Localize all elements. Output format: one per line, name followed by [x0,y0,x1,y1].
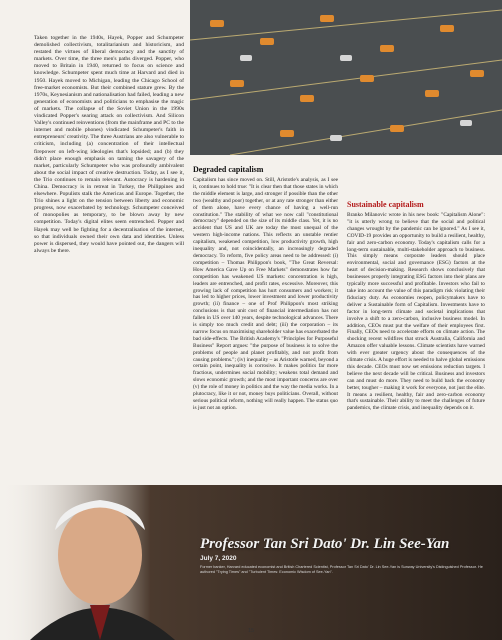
traffic-illustration [190,0,502,155]
sustainable-capitalism-heading: Sustainable capitalism [347,200,424,209]
degraded-capitalism-heading: Degraded capitalism [193,165,264,174]
sustainable-capitalism-body: Branko Milanovic wrote in his new book: "Capitalism Alone": "it is utterly wrong to believe that the social and political changes wrought by the pandemic can be ignored." As I see it, COVID-19 provides an opportunity to build a resilient, healthy, fair and zero-carbon economy. Today's capitalism calls for a long-term sustainable, multi-stakeholder approach to business. This simply means corporate leaders should place environmental, social and governance (ESG) factors at the heart of decision-making. Research shows conclusively that businesses properly integrating ESG factors into their plans are typically more successful and profitable. Investors who fail to take into account the value of this paradigm risk violating their fiduciary duty. As economies reopen, policymakers have to deliver a Sustainable form of Capitalism. Investments have to factor in long-term climate and societal implications that involve a shift to a zero-carbon, inclusive business model. In addition, CEOs must put the welfare of their employees first. Finally, CEOs need to accelerate efforts on climate action. The shocking recent wildfires that struck Australia, California and Amazon offer valuable lessons. Climate scientists have warned with ever greater urgency about the consequences of the climate crisis. A huge effort is needed to halve global emissions this decade. CEOs must now set emissions reduction targets. I believe the next decade will be critical. Business and investors can and must do more. They need to build back the economy better, tougher – making it work for everyone, not just the elite. It means a resilient, healthy, fair and zero-carbon economy that's sustainable. Their ability to meet the challenges of future pandemics, the climate crisis, and inequality depends on it. [347,212,485,412]
degraded-capitalism-section [193,165,338,412]
author-caption [200,536,490,575]
page-number: 15 [247,628,255,634]
column-one-text: Taken together in the 1940s, Hayek, Popper and Schumpeter demolished collectivism, totalitarianism and historicism, and restated the virtues of liberal democracy and the sanctity of markets. Over time, the three men's paths diverged. Popper, who moved to Britain in 1940, returned to focus on science and knowledge. Schumpeter spent much time at Harvard and died in 1950. Hayek moved to Michigan, leading the Chicago School of free-market economists. But their combined stature grew. By the 1970s, Keynesianism and nationalisation had failed, leading a new generation of economists and politicians to emphasise the magic of markets. The collapse of the Soviet Union in the 1990s vindicated Popper's searing attack on collectivism. And Silicon Valley's continued reinventions (from the mainframe and PC to the internet and mobile phones) vindicated Schumpeter's faith in entrepreneurs' creativity. The three Austrians are also vulnerable to criticism, including (a) concentration of their intellectual firepower on left-wing ideologies that's lopsided; and (b) they didn't place enough emphasis on taming the savagery of the market, particularly Schumpeter who was profoundly ambivalent about the social impact of creative destruction. Today, as I see it, the Trio continues to remain relevant. Autocracy is hardening in China. Democracy is in retreat in Turkey, the Philippines and elsewhere. Populists stalk the Americas and Europe. Together, the Trio shines a light on the tension between liberty and economic progress, now exacerbated by technology. Schumpeter conceived of monopolies as temporary, to be blown away by new competition. Today's digital elites seem entrenched. Popper and Hayek may well be fighting for a decentralisation of the internet, so that individuals owned their own data and identities. Unless power is dispersed, they would have pointed out, the dangers will always be there. [34,35,184,254]
article-date: July 7, 2020 [200,555,237,562]
cars-traffic-image [190,0,502,155]
sustainable-capitalism-section [347,200,485,412]
degraded-capitalism-body: Capitalism has since moved on. Still, Aristotle's analysis, as I see it, continues to hold true: "It is clear then that those states in which the middle element is large, and stronger if possible than the other two (wealthy and poor) together, or at any rate stronger than either of them alone, have every chance of having a well-run constitution." The stability of what we now call "constitutional democracy" depended on the size of its middle class. Yet, it is no accident that US and UK are today the most unequal of the western high-income nations. This reflects an unstable rentier capitalism, weakened competition, low productivity growth, high inequality and, not coincidentally, an increasingly degraded democracy. To reform, five policy areas need to be addressed: (i) competition – Thomas Philippon's book, "The Great Reversal: How America Gave Up on Free Markets" demonstrates how far competition has weakened US markets: concentration is high, leaders are entrenched, and profit rates, excessive. Moreover, this growing lack of competition has hurt consumers and workers; it has led to higher prices, lower investment and lower productivity growth; (ii) finance – one of Prof Philippon's most striking conclusions is that unit cost of financial intermediation has not fallen in US over 140 years, despite technological advances. There is simply too much credit and debt; (iii) the corporation – its narrow focus on maximising shareholder value has exacerbated the bad side-effects. The British Academy's "Principles for Purposeful Business" Report argues: "the purpose of business is to solve the problems of people and planet profitably, and not profit from causing problems."; (iv) inequality – as Aristotle warned, beyond a certain point, inequality is corrosive. It makes politics far more fractious, undermines social mobility; weakens total demand and slows economic growth; and the most important concerns are over (v) the role of money in politics and the way the media works. In a plutocracy, like it or not, money buys politicians. Overall, without serious political reform, nothing will really happen. The status quo is just not an option. [193,177,338,411]
author-name: Professor Tan Sri Dato' Dr. Lin See-Yan [200,536,450,552]
author-bio: Former banker, Harvard educated economist and British Chartered Scientist, Professor Tan Sri Dato' Dr. Lin See-Yan is Sunway University's Distinguished Professor. He authored "Trying Times" and "Turbulent Times: Economic Wisdom of See-Yan". [200,565,483,574]
